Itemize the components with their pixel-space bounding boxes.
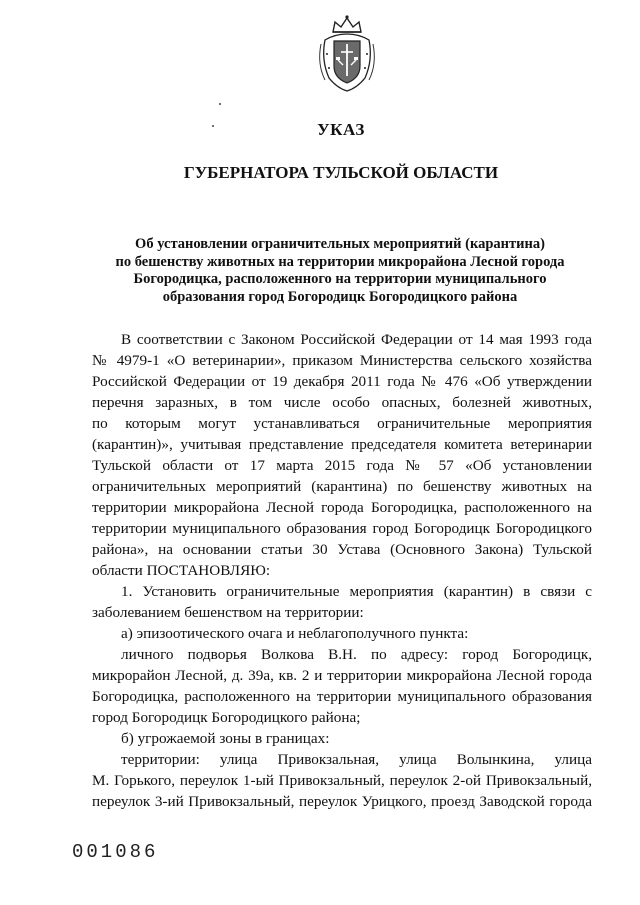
body-line: заболеванием бешенством на территории: xyxy=(92,604,364,621)
body-line: ограничительных мероприятий (карантина) по бешенству животных на xyxy=(92,478,592,495)
body-line: (карантин)», учитывая представление председателя комитета ветеринарии xyxy=(92,436,592,453)
body-line: 1. Установить ограничительные мероприятия (карантин) в связи с xyxy=(121,583,592,600)
subject-line: по бешенству животных на территории микрорайона Лесной города xyxy=(115,253,565,270)
body-line: территории муниципального образования город Богородицк Богородицкого xyxy=(92,520,592,537)
body-line: № 4979-1 «О ветеринарии», приказом Министерства сельского хозяйства xyxy=(92,352,592,369)
decree-title: УКАЗ xyxy=(317,120,365,139)
subject-line: Об установлении ограничительных мероприятий (карантина) xyxy=(135,236,545,252)
body-line: б) угрожаемой зоны в границах: xyxy=(121,730,330,747)
body-line: территории микрорайона Лесной города Богородицка, расположенного на xyxy=(92,499,592,516)
body-line: переулок 3-ий Привокзальный, переулок Урицкого, проезд Заводской города xyxy=(92,793,592,810)
body-line: М. Горького, переулок 1-ый Привокзальный, переулок 2-ой Привокзальный, xyxy=(92,772,592,789)
document-serial-number: 001086 xyxy=(72,841,159,863)
body-line: перечня заразных, в том числе особо опасных, болезней животных, xyxy=(92,394,592,411)
body-line: а) эпизоотического очага и неблагополучного пункта: xyxy=(121,625,469,642)
body-line: района», на основании статьи 30 Устава (Основного Закона) Тульской xyxy=(92,541,592,558)
body-line: области ПОСТАНОВЛЯЮ: xyxy=(92,562,271,579)
decree-subject xyxy=(85,236,595,306)
coat-of-arms-icon xyxy=(315,14,379,94)
body-line: Российской Федерации от 19 декабря 2011 года № 476 «Об утверждении xyxy=(92,373,592,390)
subject-line: образования город Богородицк Богородицкого района xyxy=(162,288,518,305)
body-line: город Богородицк Богородицкого района; xyxy=(92,709,361,726)
decree-issuer: ГУБЕРНАТОРА ТУЛЬСКОЙ ОБЛАСТИ xyxy=(183,163,499,182)
body-line: микрорайон Лесной, д. 39а, кв. 2 и территории микрорайона Лесной города xyxy=(92,667,592,684)
body-line: по которым могут устанавливаться ограничительные мероприятия xyxy=(92,415,592,432)
body-line: личного подворья Волкова В.Н. по адресу: город Богородицк, xyxy=(121,646,592,663)
body-line: В соответствии с Законом Российской Федерации от 14 мая 1993 года xyxy=(121,331,592,348)
body-line: Богородицка, расположенного на территории муниципального образования xyxy=(92,688,592,705)
body-line: Тульской области от 17 марта 2015 года № 57 «Об установлении xyxy=(92,457,592,474)
body-line: территории: улица Привокзальная, улица Волынкина, улица xyxy=(121,751,592,768)
subject-line: Богородицка, расположенного на территории муниципального xyxy=(133,271,547,287)
scan-speck xyxy=(219,103,221,105)
